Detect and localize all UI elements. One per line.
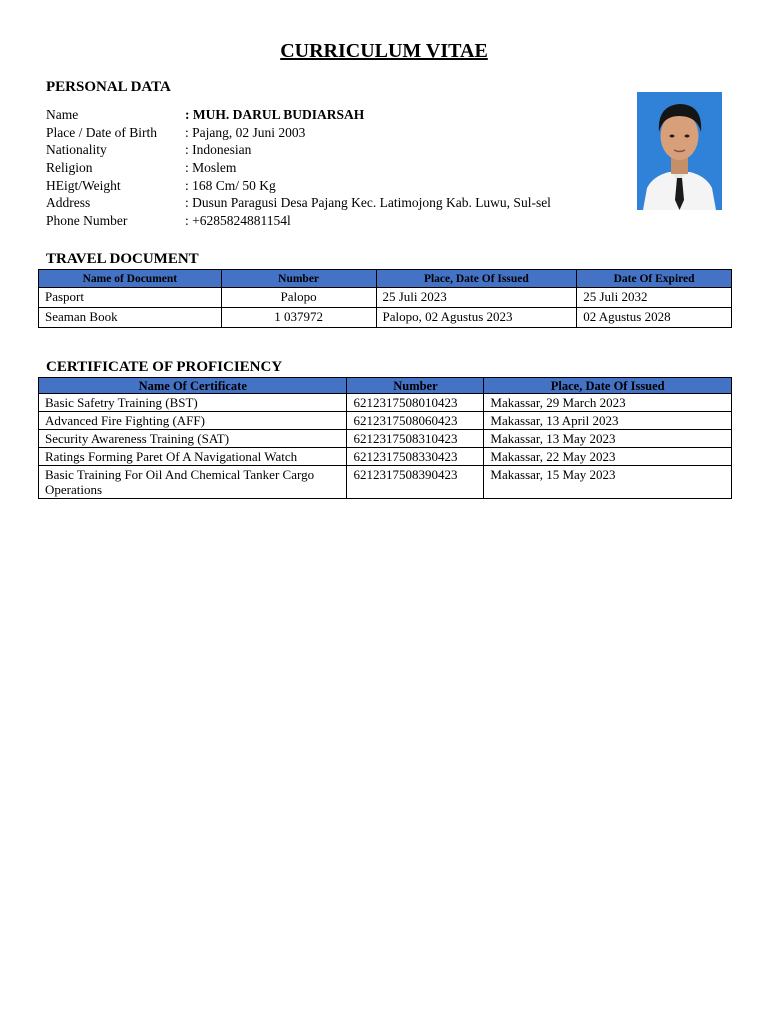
- personal-label: Nationality: [46, 142, 107, 158]
- personal-row-birth: [46, 124, 551, 142]
- table-cell: Makassar, 22 May 2023: [484, 448, 732, 466]
- table-cell: Palopo: [221, 288, 376, 308]
- column-header: Date Of Expired: [577, 270, 732, 288]
- personal-label: Phone Number: [46, 213, 128, 229]
- table-row: [39, 448, 732, 466]
- table-cell: Ratings Forming Paret Of A Navigational Watch: [39, 448, 347, 466]
- personal-label: Name: [46, 107, 79, 122]
- personal-value: : Pajang, 02 Juni 2003: [185, 124, 306, 140]
- table-row: [39, 430, 732, 448]
- table-cell: Advanced Fire Fighting (AFF): [39, 412, 347, 430]
- column-header: Place, Date Of Issued: [376, 270, 577, 288]
- personal-row-religion: [46, 159, 551, 177]
- column-header: Name Of Certificate: [39, 378, 347, 394]
- table-row: [39, 466, 732, 499]
- personal-data-list: [46, 106, 551, 230]
- certificate-heading: CERTIFICATE OF PROFICIENCY: [46, 359, 283, 375]
- table-row: [39, 288, 732, 308]
- personal-row-name: [46, 106, 551, 124]
- travel-document-table: [38, 269, 732, 328]
- table-cell: 6212317508310423: [347, 430, 484, 448]
- table-cell: Makassar, 13 May 2023: [484, 430, 732, 448]
- personal-label: Place / Date of Birth: [46, 124, 157, 140]
- personal-value: : 168 Cm/ 50 Kg: [185, 177, 276, 193]
- table-header-row: [39, 378, 732, 394]
- personal-row-height-weight: [46, 177, 551, 195]
- table-cell: Basic Training For Oil And Chemical Tanker Cargo Operations: [39, 466, 347, 499]
- table-row: [39, 308, 732, 328]
- table-cell: 1 037972: [221, 308, 376, 328]
- personal-row-phone: [46, 212, 551, 230]
- table-cell: 6212317508010423: [347, 394, 484, 412]
- table-cell: 25 Juli 2023: [376, 288, 577, 308]
- table-cell: 02 Agustus 2028: [577, 308, 732, 328]
- personal-row-address: [46, 194, 551, 212]
- certificate-table: [38, 377, 732, 499]
- table-row: [39, 412, 732, 430]
- personal-value: : Dusun Paragusi Desa Pajang Kec. Latimojong Kab. Luwu, Sul-sel: [185, 195, 551, 211]
- profile-photo-illustration: [637, 92, 722, 210]
- table-cell: Basic Safetry Training (BST): [39, 394, 347, 412]
- table-cell: Makassar, 13 April 2023: [484, 412, 732, 430]
- document-title: CURRICULUM VITAE: [280, 40, 488, 62]
- table-cell: Seaman Book: [39, 308, 222, 328]
- column-header: Number: [221, 270, 376, 288]
- personal-value: : MUH. DARUL BUDIARSAH: [185, 107, 365, 122]
- personal-label: Religion: [46, 160, 93, 176]
- table-row: [39, 394, 732, 412]
- travel-document-heading: TRAVEL DOCUMENT: [46, 251, 199, 267]
- personal-data-heading: PERSONAL DATA: [46, 79, 171, 95]
- table-cell: 6212317508330423: [347, 448, 484, 466]
- personal-label: HEigt/Weight: [46, 177, 121, 193]
- table-cell: Pasport: [39, 288, 222, 308]
- table-cell: 6212317508060423: [347, 412, 484, 430]
- table-cell: Palopo, 02 Agustus 2023: [376, 308, 577, 328]
- table-cell: 6212317508390423: [347, 466, 484, 499]
- personal-value: : Indonesian: [185, 142, 252, 158]
- column-header: Number: [347, 378, 484, 394]
- table-header-row: [39, 270, 732, 288]
- personal-value: : +6285824881154l: [185, 213, 291, 229]
- personal-value: : Moslem: [185, 160, 237, 176]
- personal-label: Address: [46, 195, 91, 211]
- table-cell: 25 Juli 2032: [577, 288, 732, 308]
- column-header: Name of Document: [39, 270, 222, 288]
- table-cell: Makassar, 15 May 2023: [484, 466, 732, 499]
- personal-row-nationality: [46, 141, 551, 159]
- column-header: Place, Date Of Issued: [484, 378, 732, 394]
- table-cell: Makassar, 29 March 2023: [484, 394, 732, 412]
- profile-photo: [637, 92, 722, 210]
- table-cell: Security Awareness Training (SAT): [39, 430, 347, 448]
